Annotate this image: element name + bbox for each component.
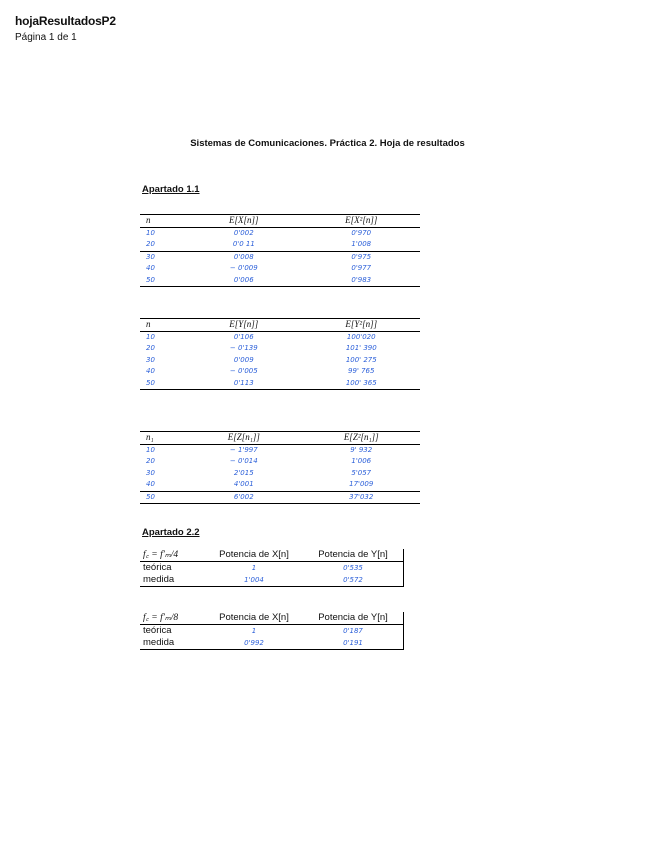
column-header-n: n (146, 319, 151, 329)
cell: 20 (146, 457, 155, 465)
cell: 10 (146, 228, 155, 237)
table-row (140, 562, 404, 575)
row-label: teórica (143, 625, 172, 636)
column-header-power-x: Potencia de X[n] (205, 612, 303, 625)
document-title: Sistemas de Comunicaciones. Práctica 2. Hoja de resultados (190, 138, 465, 149)
cell: 17'009 (302, 479, 420, 491)
cell: 50 (140, 275, 185, 287)
table-row (140, 574, 404, 587)
table-row (140, 625, 404, 638)
column-header-mean: E[X[n]] (229, 215, 259, 225)
column-header-mean: E[Y[n]] (229, 319, 259, 329)
cell: 101' 390 (345, 344, 377, 352)
table-row (140, 331, 420, 343)
power-table-fc-4 (140, 549, 404, 587)
cell: 0'572 (303, 574, 404, 587)
cell: 6'002 (185, 491, 302, 504)
column-header-n: n (146, 215, 151, 225)
cell: 0'992 (205, 637, 303, 650)
cell: 100' 365 (303, 378, 421, 390)
table-row (140, 456, 420, 468)
table-row (140, 637, 404, 650)
column-header-power-y: Potencia de Y[n] (303, 612, 404, 625)
results-table-x (140, 214, 420, 287)
table-row (140, 479, 420, 491)
cell: 0'975 (351, 252, 372, 261)
cell: 100'020 (346, 332, 376, 341)
cell: 0'983 (303, 275, 421, 287)
cell: 20 (146, 344, 155, 352)
section-heading-1-1: Apartado 1.1 (142, 184, 200, 195)
cell: 20 (140, 239, 185, 251)
table-row (140, 378, 420, 390)
cell: 0'0 11 (185, 239, 302, 251)
cell: 40 (146, 264, 155, 272)
row-label: medida (140, 574, 205, 587)
cell: 1'006 (351, 457, 372, 465)
table-row (140, 227, 420, 239)
cell: 1'008 (303, 239, 421, 251)
column-header-mean: E[Z[n₁]] (227, 432, 260, 442)
cell: 0'006 (185, 275, 302, 287)
cell: 40 (146, 367, 155, 375)
cell: 1'004 (205, 574, 303, 587)
cell: 9' 932 (350, 445, 373, 454)
table-row (140, 343, 420, 355)
table-row (140, 263, 420, 275)
cell: 30 (146, 252, 155, 261)
cell: 40 (140, 479, 185, 491)
cell: 0'113 (185, 378, 302, 390)
cell: − 1'997 (229, 445, 258, 454)
column-header-power-x: Potencia de X[n] (205, 549, 303, 562)
cell: − 0'139 (229, 344, 258, 352)
cell: 0'191 (303, 637, 404, 650)
cell: 37'032 (302, 491, 420, 504)
section-heading-2-2: Apartado 2.2 (142, 527, 200, 538)
carrier-frequency-formula: f꜀ = f′ₘ/4 (140, 549, 205, 562)
cell: 0'535 (303, 562, 404, 575)
carrier-frequency-formula: f꜀ = f′ₘ/8 (140, 612, 205, 625)
table-row (140, 468, 420, 480)
table-row (140, 251, 420, 263)
table-header-row (140, 215, 420, 228)
cell: 50 (140, 378, 185, 390)
cell: 0'187 (303, 625, 404, 638)
cell: 1 (251, 564, 257, 572)
cell: 0'977 (351, 264, 372, 272)
page-indicator: Página 1 de 1 (15, 32, 77, 43)
cell: 99' 765 (348, 367, 375, 375)
document-name: hojaResultadosP2 (15, 14, 116, 28)
table-header-row (140, 319, 420, 332)
column-header-power: E[Y²[n]] (345, 319, 378, 329)
cell: 0'002 (233, 228, 254, 237)
cell: 0'009 (233, 355, 254, 364)
results-table-z (140, 431, 420, 504)
cell: − 0'009 (229, 264, 258, 272)
cell: 10 (146, 332, 155, 341)
column-header-power-y: Potencia de Y[n] (303, 549, 404, 562)
cell: 0'008 (233, 252, 254, 261)
cell: 2'015 (233, 468, 254, 477)
cell: − 0'014 (229, 457, 258, 465)
table-row (140, 366, 420, 378)
table-row (140, 444, 420, 456)
table-header-row (140, 612, 404, 625)
cell: 10 (146, 445, 155, 454)
table-row (140, 355, 420, 367)
column-header-power: E[Z²[n₁]] (343, 432, 379, 442)
row-label: teórica (143, 562, 172, 573)
table-row (140, 491, 420, 504)
cell: 100' 275 (345, 355, 377, 364)
power-table-fc-8 (140, 612, 404, 650)
table-header-row (140, 549, 404, 562)
cell: 4'001 (185, 479, 302, 491)
cell: − 0'005 (229, 367, 258, 375)
cell: 50 (140, 491, 185, 504)
table-header-row (140, 432, 420, 445)
cell: 1 (251, 627, 257, 635)
column-header-n1: n₁ (146, 432, 154, 442)
table-row (140, 275, 420, 287)
row-label: medida (140, 637, 205, 650)
cell: 0'106 (233, 332, 254, 341)
cell: 30 (146, 355, 155, 364)
cell: 30 (146, 468, 155, 477)
cell: 0'970 (351, 228, 372, 237)
column-header-power: E[X²[n]] (345, 215, 378, 225)
table-row (140, 239, 420, 251)
cell: 5'057 (351, 468, 372, 477)
results-table-y (140, 318, 420, 390)
